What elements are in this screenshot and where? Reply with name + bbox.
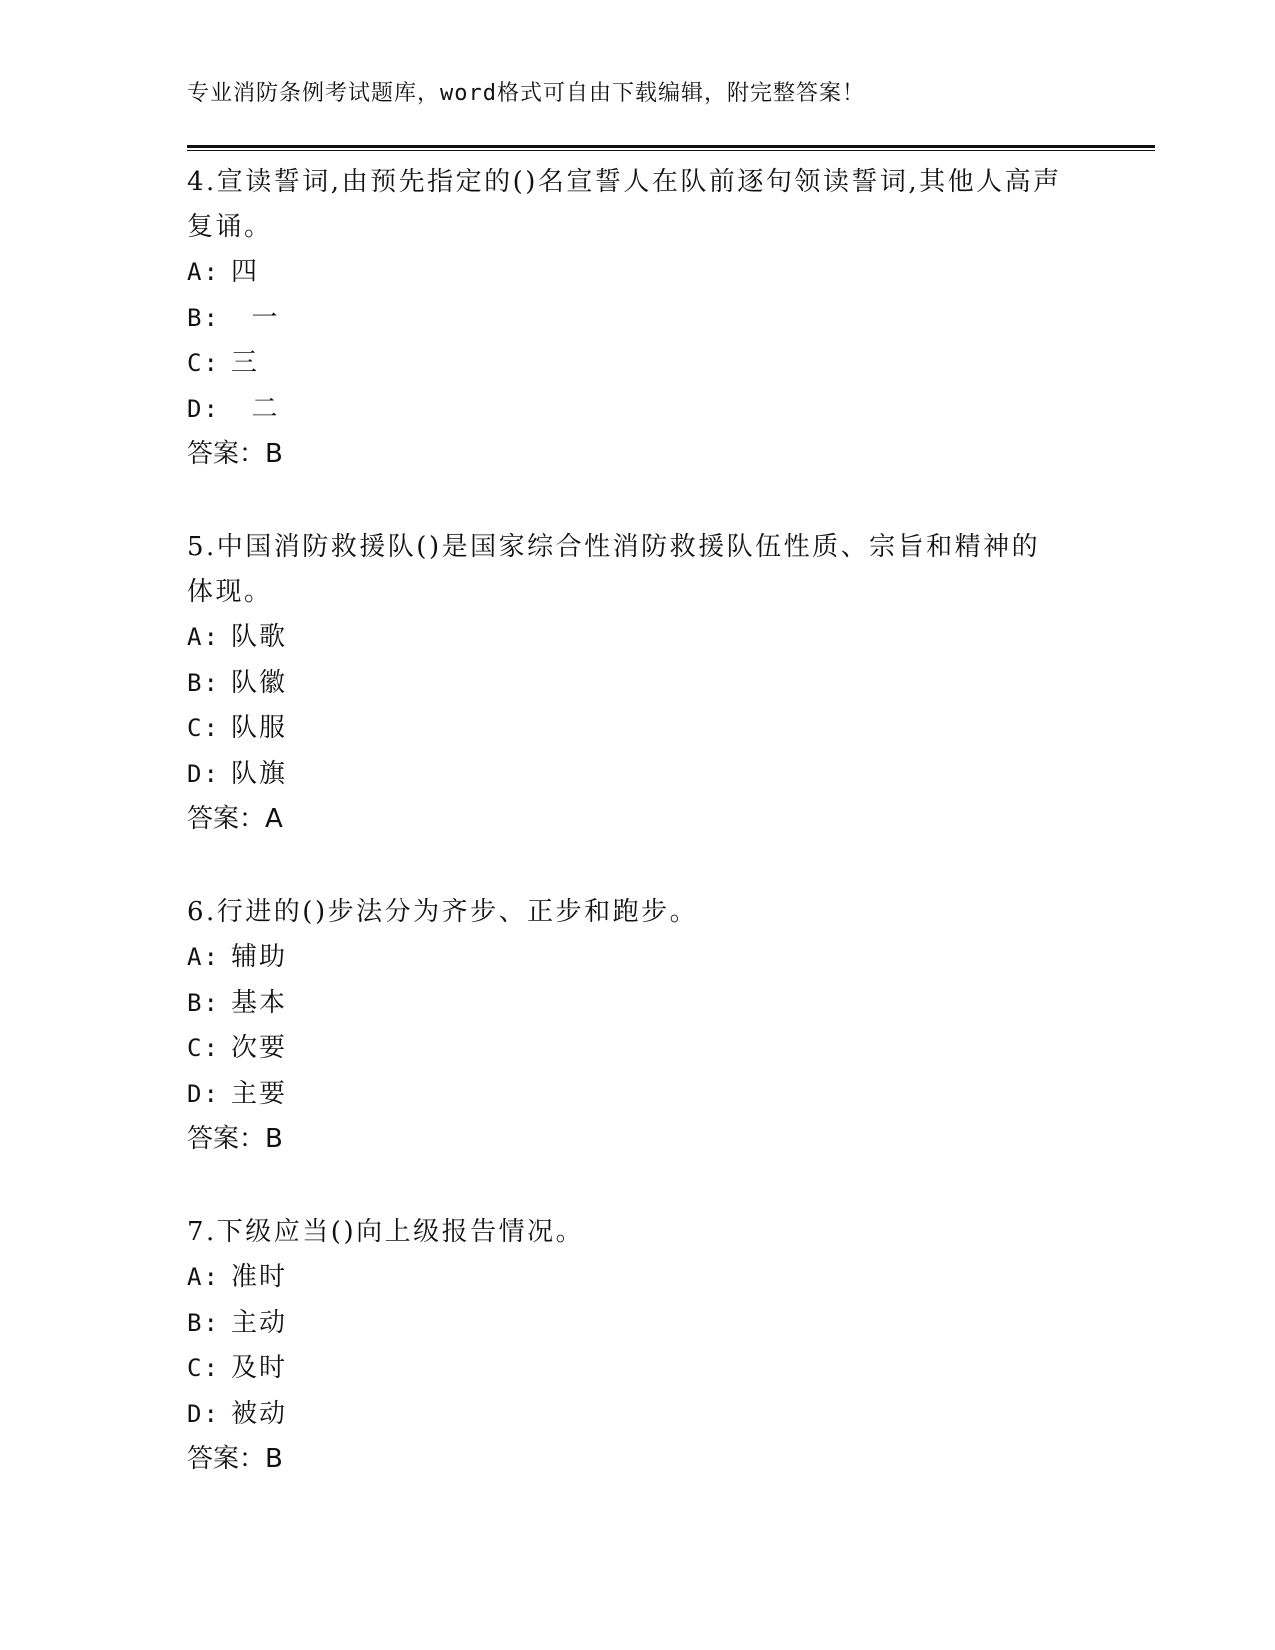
option-text: 主要 xyxy=(231,1078,288,1109)
option-d xyxy=(187,1072,1067,1118)
option-a xyxy=(187,250,1067,296)
question-stem: 7.下级应当()向上级报告情况。 xyxy=(187,1217,585,1247)
option-text: 准时 xyxy=(231,1262,288,1292)
option-a xyxy=(187,935,1067,981)
option-letter: C: xyxy=(187,714,220,742)
option-d xyxy=(187,387,1067,433)
option-letter: A: xyxy=(187,258,220,286)
option-text: 队服 xyxy=(231,713,288,743)
question-5 xyxy=(187,525,1067,842)
page-header: 专业消防条例考试题库，word格式可自由下载编辑，附完整答案！ xyxy=(187,81,865,106)
option-b xyxy=(187,1301,1067,1347)
option-letter: D: xyxy=(187,759,220,788)
option-text: 辅助 xyxy=(231,942,288,972)
option-text: 一 xyxy=(231,302,280,333)
option-d xyxy=(187,1392,1067,1438)
option-text: 队徽 xyxy=(231,667,288,698)
option-b xyxy=(187,661,1067,707)
option-c xyxy=(187,1346,1067,1392)
header-rule-thick xyxy=(187,145,1155,148)
option-letter: A: xyxy=(187,943,220,971)
option-letter: B: xyxy=(187,668,220,697)
question-4 xyxy=(187,160,1067,477)
option-c xyxy=(187,341,1067,387)
option-b xyxy=(187,296,1067,342)
option-b xyxy=(187,981,1067,1027)
question-stem: 6.行进的()步法分为齐步、正步和跑步。 xyxy=(187,897,699,927)
option-c xyxy=(187,706,1067,752)
question-7 xyxy=(187,1210,1067,1482)
question-stem: 4.宣读誓词,由预先指定的()名宣誓人在队前逐句领读誓词,其他人高声复诵。 xyxy=(187,167,1062,242)
option-letter: A: xyxy=(187,1263,220,1291)
option-letter: B: xyxy=(187,1308,220,1337)
option-text: 被动 xyxy=(231,1398,288,1429)
option-letter: C: xyxy=(187,1354,220,1382)
option-text: 四 xyxy=(231,257,260,287)
option-letter: B: xyxy=(187,988,220,1017)
question-stem: 5.中国消防救援队()是国家综合性消防救援队伍性质、宗旨和精神的体现。 xyxy=(187,532,1041,607)
option-letter: B: xyxy=(187,303,220,332)
option-letter: D: xyxy=(187,394,220,423)
option-text: 二 xyxy=(231,393,280,424)
option-letter: C: xyxy=(187,349,220,377)
option-a xyxy=(187,1255,1067,1301)
option-text: 主动 xyxy=(231,1307,288,1338)
option-a xyxy=(187,615,1067,661)
option-c xyxy=(187,1026,1067,1072)
option-letter: D: xyxy=(187,1079,220,1108)
option-letter: A: xyxy=(187,623,220,651)
option-letter: C: xyxy=(187,1034,220,1062)
answer-line: 答案：A xyxy=(187,804,283,834)
option-d xyxy=(187,752,1067,798)
option-text: 三 xyxy=(231,348,260,378)
option-text: 队歌 xyxy=(231,622,288,652)
answer-line: 答案：B xyxy=(187,1444,283,1474)
option-text: 次要 xyxy=(231,1033,288,1063)
option-text: 基本 xyxy=(231,987,288,1018)
answer-line: 答案：B xyxy=(187,1124,283,1154)
option-text: 及时 xyxy=(231,1353,288,1383)
question-6 xyxy=(187,890,1067,1162)
option-letter: D: xyxy=(187,1399,220,1428)
question-list xyxy=(187,160,1067,1530)
answer-line: 答案：B xyxy=(187,439,283,469)
option-text: 队旗 xyxy=(231,758,288,789)
header-rule-thin xyxy=(187,150,1155,151)
